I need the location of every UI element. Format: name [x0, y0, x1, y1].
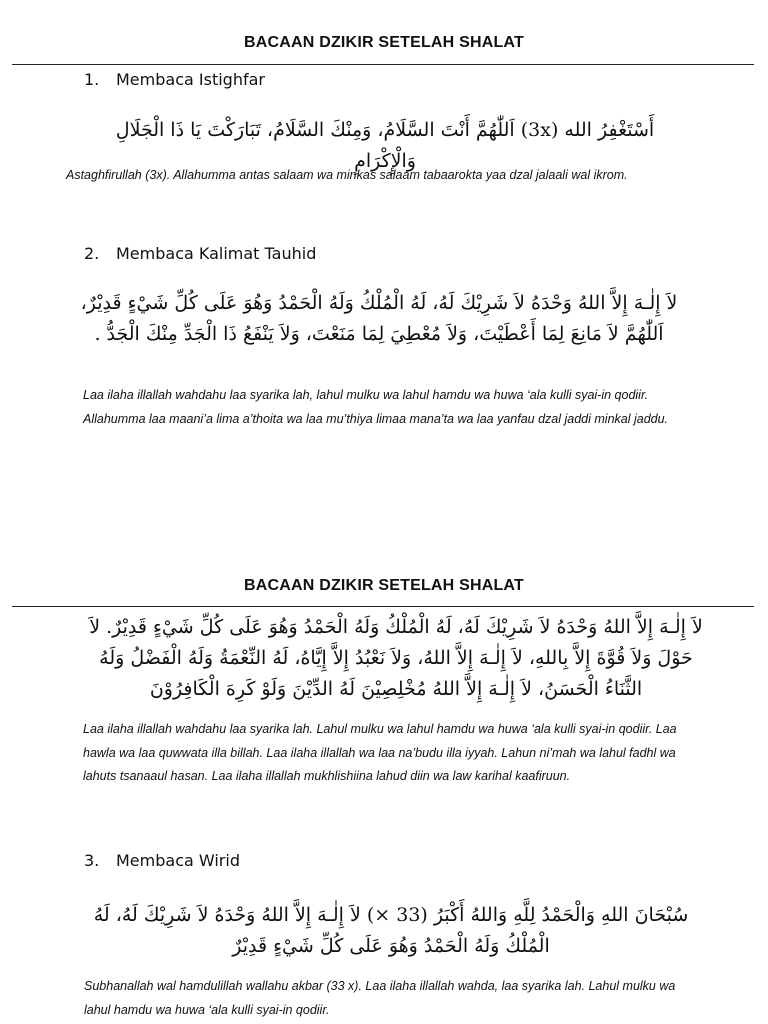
latin-istighfar: Astaghfirullah (3x). Allahumma antas salaam wa minkas salaam tabaarokta yaa dzal jalaali wal ikrom.: [66, 168, 628, 182]
item-heading: Membaca Kalimat Tauhid: [116, 244, 317, 263]
heading-wirid: [84, 851, 240, 870]
page-title: BACAAN DZIKIR SETELAH SHALAT: [244, 577, 524, 594]
arabic-tahlil: لاَ إِلٰـهَ إِلاَّ اللهُ وَحْدَهُ لاَ شَرِيْكَ لَهُ، لَهُ الْمُلْكُ وَلَهُ الْحَمْدُ وَهُوَ عَلَى كُلِّ شَيْءٍ قَدِيْرٌ. لاَ حَوْلَ وَلاَ قُوَّةَ إِلاَّ بِاللهِ، لاَ إِلٰـهَ إِلاَّ اللهُ، وَلاَ نَعْبُدُ إِلاَّ إِيَّاهُ، لَهُ النِّعْمَةُ وَلَهُ الْفَضْلُ وَلَهُ الثَّنَاءُ الْحَسَنُ، لاَ إِلٰـهَ إِلاَّ اللهُ مُخْلِصِيْنَ لَهُ الدِّيْنَ وَلَوْ كَرِهَ الْكَافِرُوْنَ: [89, 616, 703, 700]
item-heading: Membaca Wirid: [116, 851, 240, 870]
page-title: BACAAN DZIKIR SETELAH SHALAT: [244, 34, 524, 51]
arabic-tauhid: لاَ إِلٰـهَ إِلاَّ اللهُ وَحْدَهُ لاَ شَرِيْكَ لَهُ، لَهُ الْمُلْكُ وَلَهُ الْحَمْدُ وَهُوَ عَلَى كُلِّ شَيْءٍ قَدِيْرٌ، اَللّٰهُمَّ لاَ مَانِعَ لِمَا أَعْطَيْتَ، وَلاَ مُعْطِيَ لِمَا مَنَعْتَ، وَلاَ يَنْفَعُ ذَا الْجَدِّ مِنْكَ الْجَدُّ .: [80, 292, 678, 345]
heading-istighfar: [84, 70, 265, 89]
arabic-istighfar: أَسْتَغْفِرُ الله (3x) اَللّٰهُمَّ أَنْتَ السَّلَامُ، وَمِنْكَ السَّلَامُ، تَبَارَكْتَ يَا ذَا الْجَلَالِ وَالْإِكْرَامِ: [115, 119, 655, 172]
latin-wirid: Subhanallah wal hamdulillah wallahu akbar (33 x). Laa ilaha illallah wahda, laa syarika lah. Lahul mulku wa lahul hamdu wa huwa ‘ala kulli syai-in qodiir.: [84, 979, 676, 1017]
latin-tahlil: Laa ilaha illallah wahdahu laa syarika lah. Lahul mulku wa lahul hamdu wa huwa ‘ala kulli syai-in qodiir. Laa hawla wa laa quwwata illa billah. Laa ilaha illallah wa laa na’budu illa iyyah. Lahun ni’mah wa lahul fadhl wa lahuts tsanaaul hasan. Laa ilaha illallah mukhlishiina lahud diin wa law karihal kaafiruun.: [83, 722, 677, 783]
item-number: 2.: [84, 244, 100, 263]
arabic-wirid: سُبْحَانَ اللهِ وَالْحَمْدُ لِلَّهِ وَاللهُ أَكْبَرُ (33 ×) لاَ إِلٰـهَ إِلاَّ اللهُ وَحْدَهُ لاَ شَرِيْكَ لَهُ، لَهُ الْمُلْكُ وَلَهُ الْحَمْدُ وَهُوَ عَلَى كُلِّ شَيْءٍ قَدِيْرٌ: [93, 904, 689, 957]
item-number: 3.: [84, 851, 100, 870]
title-divider: [12, 606, 754, 607]
title-divider: [12, 64, 754, 65]
latin-tauhid: Laa ilaha illallah wahdahu laa syarika lah, lahul mulku wa lahul hamdu wa huwa ‘ala kulli syai-in qodiir. Allahumma laa maani’a lima a’thoita wa laa mu’thiya limaa mana’ta wa laa yanfau dzal jaddi minkal jaddu.: [83, 388, 669, 426]
heading-tauhid: [84, 244, 316, 263]
item-number: 1.: [84, 70, 100, 89]
item-heading: Membaca Istighfar: [116, 70, 265, 89]
